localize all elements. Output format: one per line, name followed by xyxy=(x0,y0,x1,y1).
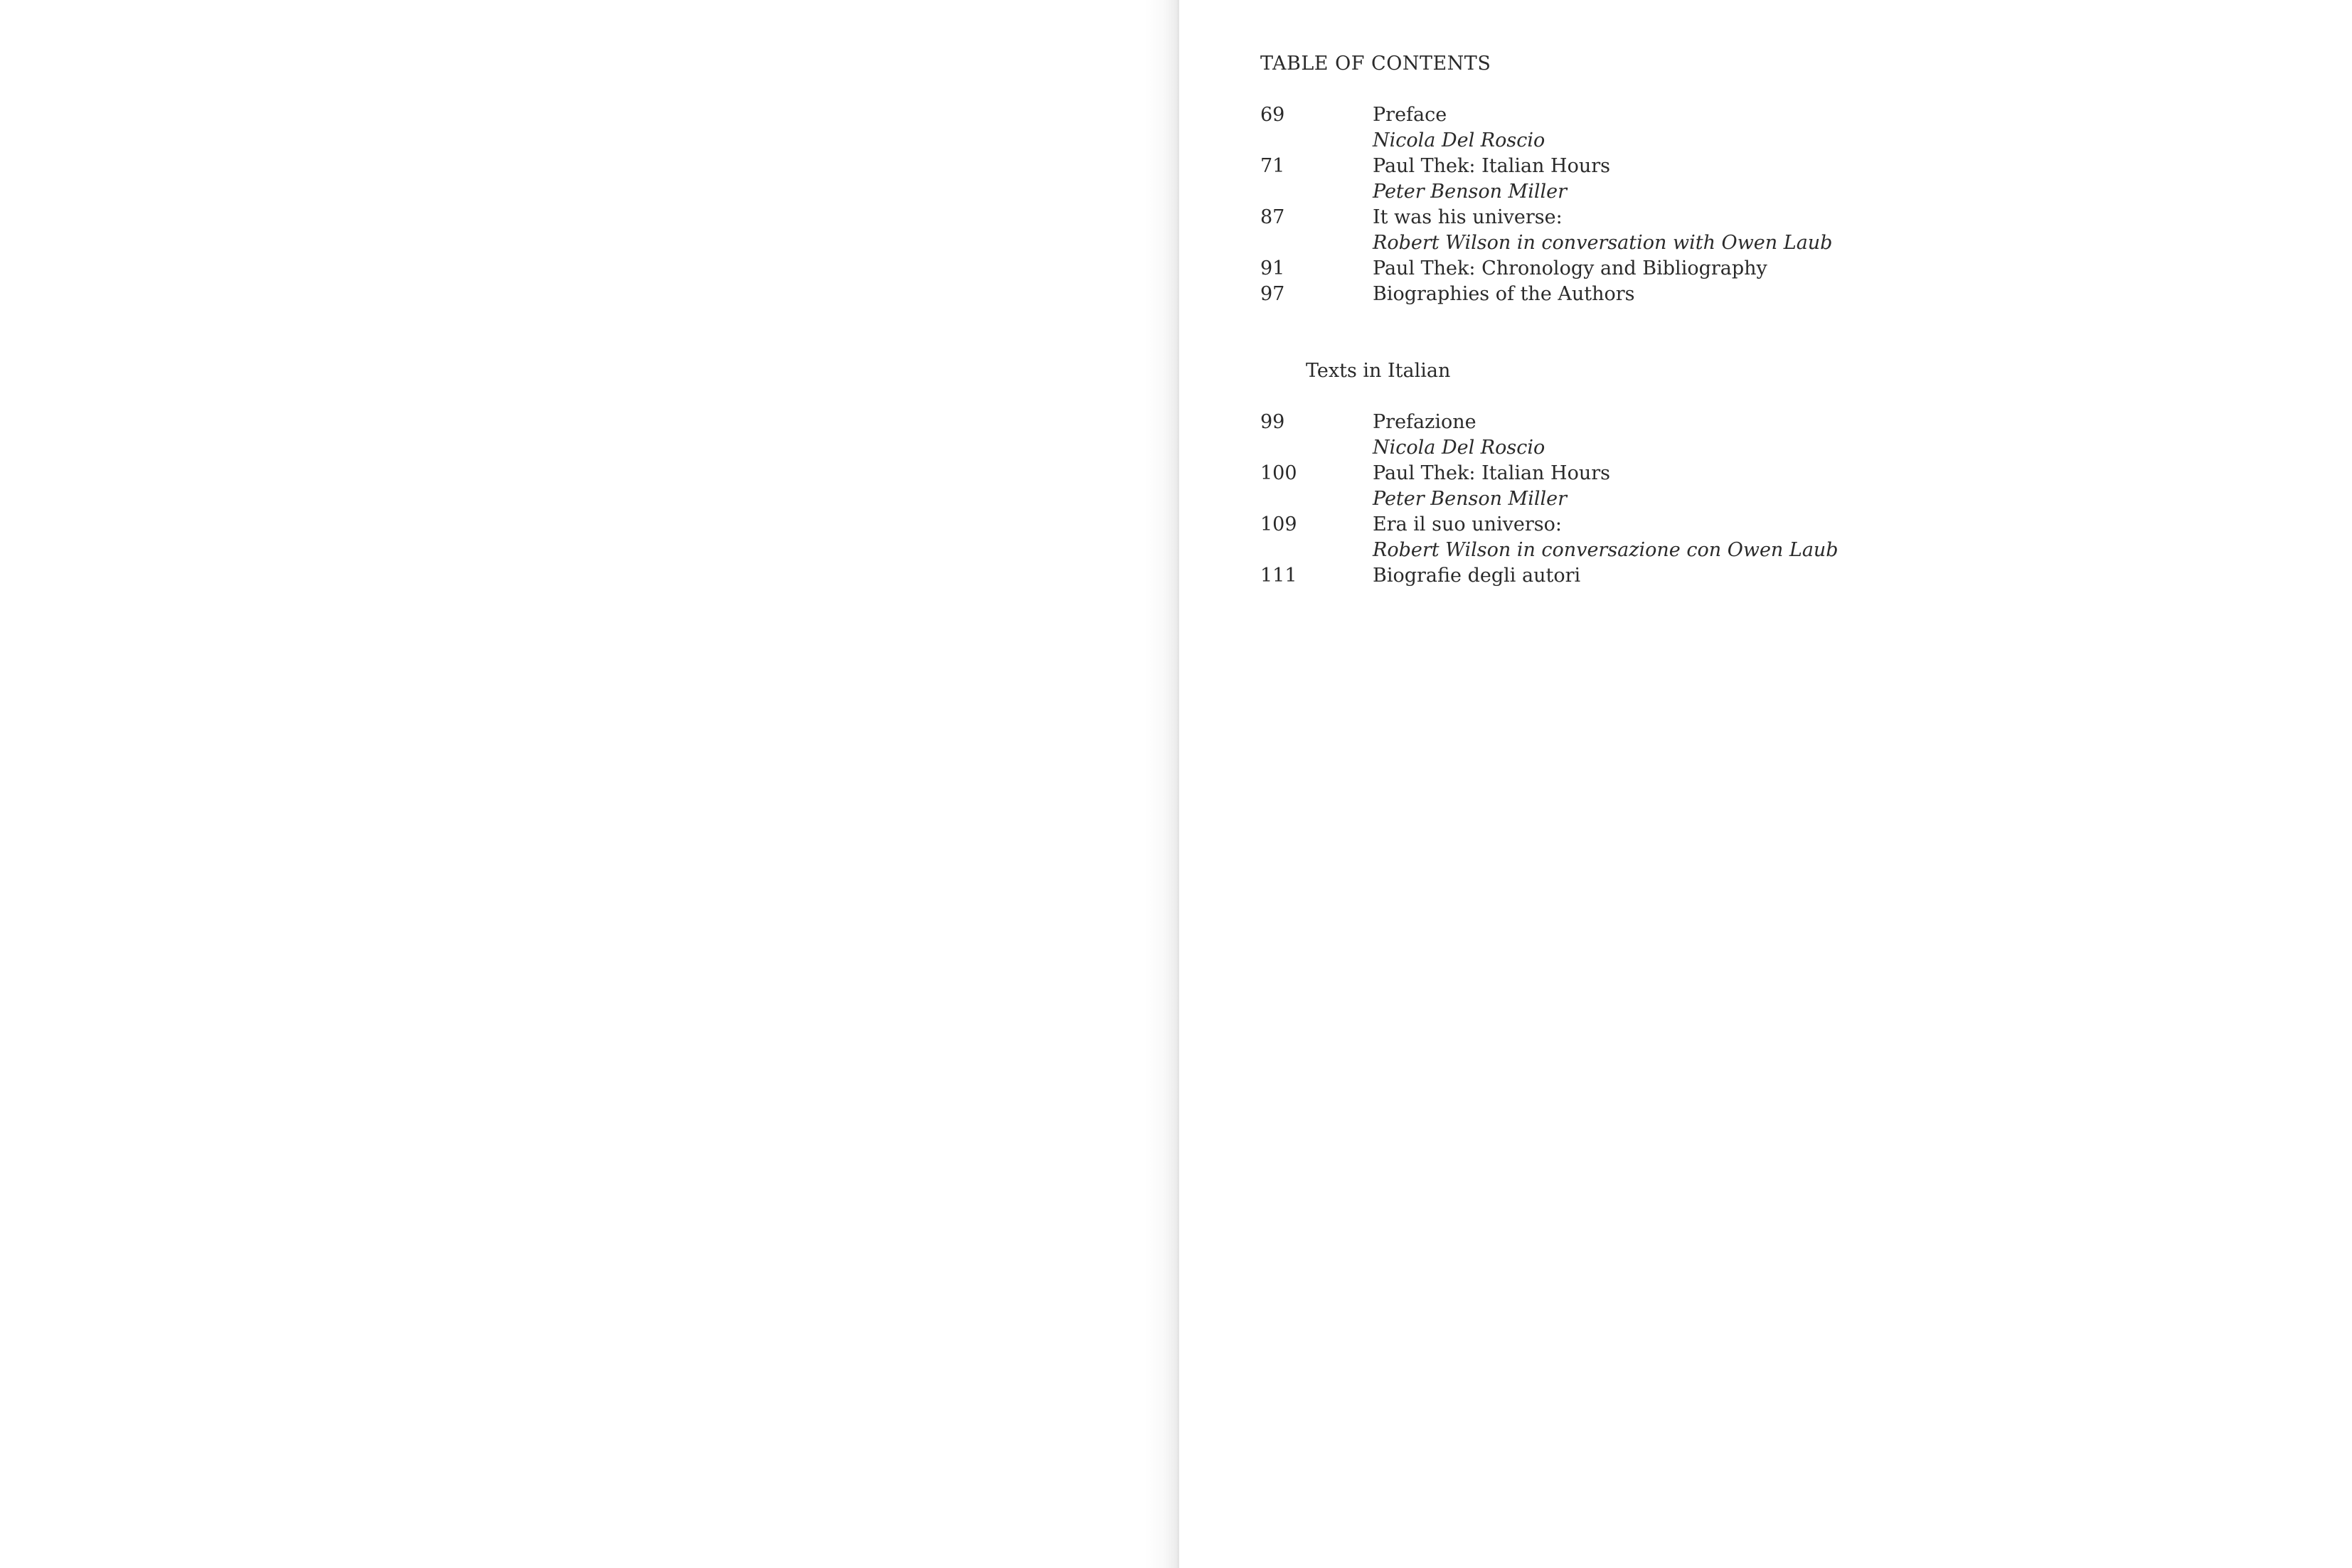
entry-title: Era il suo universo: xyxy=(1373,513,1562,535)
toc-entry xyxy=(1260,282,2256,307)
italian-entries xyxy=(1260,410,2256,589)
entry-page-number: 69 xyxy=(1260,104,1285,126)
entry-title: Paul Thek: Italian Hours xyxy=(1373,155,1610,177)
toc-title: TABLE OF CONTENTS xyxy=(1260,53,1491,75)
entry-page-number: 91 xyxy=(1260,257,1285,279)
entry-page-number: 87 xyxy=(1260,206,1285,228)
toc-entry xyxy=(1260,205,2256,256)
toc-entry xyxy=(1260,410,2256,461)
toc-entry xyxy=(1260,256,2256,282)
entry-text xyxy=(1373,205,1832,256)
entry-author: Peter Benson Miller xyxy=(1373,181,1567,203)
entry-page-number: 100 xyxy=(1260,462,1297,484)
toc-entry xyxy=(1260,461,2256,512)
entry-text xyxy=(1373,154,1610,205)
entry-text xyxy=(1373,282,1635,307)
entry-author: Robert Wilson in conversazione con Owen Laub xyxy=(1373,539,1839,561)
entry-text xyxy=(1373,102,1545,154)
table-of-contents xyxy=(1260,51,2256,589)
entry-text xyxy=(1373,563,1580,589)
entry-title: Paul Thek: Chronology and Bibliography xyxy=(1373,257,1767,279)
left-page xyxy=(0,0,1174,1568)
entry-author: Robert Wilson in conversation with Owen Laub xyxy=(1373,232,1833,254)
entry-title: Biografie degli autori xyxy=(1373,565,1581,587)
page-gutter-shadow xyxy=(1145,0,1179,1568)
entry-page-number: 111 xyxy=(1260,565,1297,587)
entry-page-number: 99 xyxy=(1260,411,1285,433)
entry-text xyxy=(1373,512,1839,563)
entry-page-number: 97 xyxy=(1260,283,1285,305)
right-page xyxy=(1179,0,2352,1568)
entry-title: It was his universe: xyxy=(1373,206,1563,228)
toc-entry xyxy=(1260,512,2256,563)
entry-title: Prefazione xyxy=(1373,411,1476,433)
entry-text xyxy=(1373,461,1610,512)
entry-author: Peter Benson Miller xyxy=(1373,488,1567,510)
toc-entry xyxy=(1260,102,2256,154)
toc-entry xyxy=(1260,563,2256,589)
toc-entry xyxy=(1260,154,2256,205)
entry-author: Nicola Del Roscio xyxy=(1373,437,1545,459)
entry-title: Paul Thek: Italian Hours xyxy=(1373,462,1610,484)
entry-page-number: 109 xyxy=(1260,513,1297,535)
entry-text xyxy=(1373,410,1545,461)
entry-page-number: 71 xyxy=(1260,155,1285,177)
entry-text xyxy=(1373,256,1767,282)
entry-title: Biographies of the Authors xyxy=(1373,283,1635,305)
entry-author: Nicola Del Roscio xyxy=(1373,129,1545,151)
italian-section-heading: Texts in Italian xyxy=(1306,360,1451,382)
entry-title: Preface xyxy=(1373,104,1447,126)
english-entries xyxy=(1260,102,2256,307)
